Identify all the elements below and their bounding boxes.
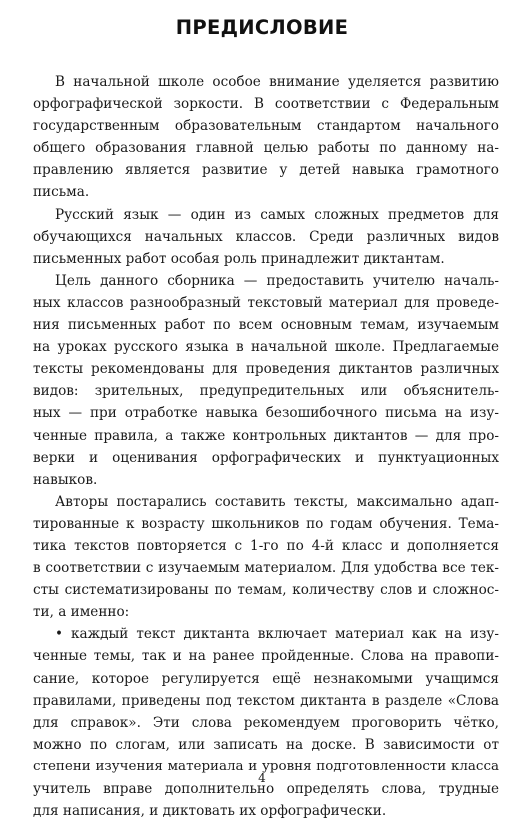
- text-line: ченные правила, а также контрольных диктантов — для про-: [33, 427, 499, 444]
- text-line: орфографической зоркости. В соответствии с Федеральным: [33, 96, 499, 113]
- text-line: для написания, и диктовать их орфографически.: [33, 803, 387, 820]
- paragraph-2: [33, 204, 499, 270]
- bullet-line: • каждый текст диктанта включает материал как на изу-: [55, 626, 499, 643]
- page-number: 4: [258, 771, 266, 785]
- text-line: тированные к возрасту школьников по годам обучения. Тема-: [33, 515, 499, 532]
- text-line: обучающихся начальных классов. Среди различных видов: [33, 228, 499, 245]
- bullet-paragraph: [33, 623, 499, 822]
- text-line: видов: зрительных, предупредительных или объяснитель-: [33, 383, 499, 400]
- text-line: верки и оценивания орфографических и пунктуационных: [33, 449, 499, 466]
- text-line: письма.: [33, 184, 90, 201]
- text-line: сты систематизированы по темам, количеству слов и сложнос-: [33, 582, 499, 599]
- text-line: Русский язык — один из самых сложных предметов для: [55, 206, 499, 223]
- text-line: государственным образовательным стандартом начального: [33, 118, 499, 135]
- text-line: можно по слогам, или записать на доске. В зависимости от: [33, 736, 499, 753]
- text-line: Цель данного сборника — предоставить учителю началь-: [55, 272, 499, 289]
- text-line: навыков.: [33, 471, 98, 488]
- text-line: ных — при отработке навыка безошибочного письма на изу-: [33, 405, 499, 422]
- text-line: В начальной школе особое внимание уделяется развитию: [55, 74, 499, 90]
- text-line: степени изучения материала и уровня подготовленности класса: [33, 758, 499, 774]
- text-line: учитель вправе дополнительно определять слова, трудные: [33, 781, 499, 797]
- text-line: на уроках русского языка в начальной школе. Предлагаемые: [33, 339, 499, 356]
- text-line: ных классов разнообразный текстовый материал для проведе-: [33, 294, 499, 311]
- page-title: ПРЕДИСЛОВИЕ: [175, 16, 349, 39]
- text-line: ченные темы, так и на ранее пройденные. Слова на правопи-: [33, 648, 499, 665]
- paragraph-3: [33, 270, 499, 491]
- text-line: правлению является развитие у детей навыка грамотного: [33, 162, 499, 179]
- paragraph-4: [33, 491, 499, 624]
- text-line: Авторы постарались составить тексты, максимально адап-: [55, 493, 499, 510]
- text-line: письменных работ особая роль принадлежит диктантам.: [33, 250, 445, 267]
- text-line: ти, а именно:: [33, 604, 130, 621]
- text-line: сание, которое регулируется ещё незнакомыми учащимся: [33, 670, 499, 687]
- text-line: тексты рекомендованы для проведения диктантов различных: [33, 361, 499, 378]
- text-line: общего образования главной целью работы по данному на-: [33, 140, 499, 157]
- text-line: ния письменных работ по всем основным темам, изучаемым: [33, 317, 499, 334]
- paragraph-1: [33, 71, 499, 204]
- text-line: правилами, приведены под текстом диктанта в разделе «Слова: [33, 692, 499, 709]
- text-line: тика текстов повторяется с 1-го по 4-й класс и дополняется: [33, 537, 499, 554]
- text-line: для справок». Эти слова рекомендуем проговорить чётко,: [33, 714, 499, 731]
- text-line: в соответствии с изучаемым материалом. Для удобства все тек-: [33, 560, 499, 577]
- body-text: [33, 71, 499, 822]
